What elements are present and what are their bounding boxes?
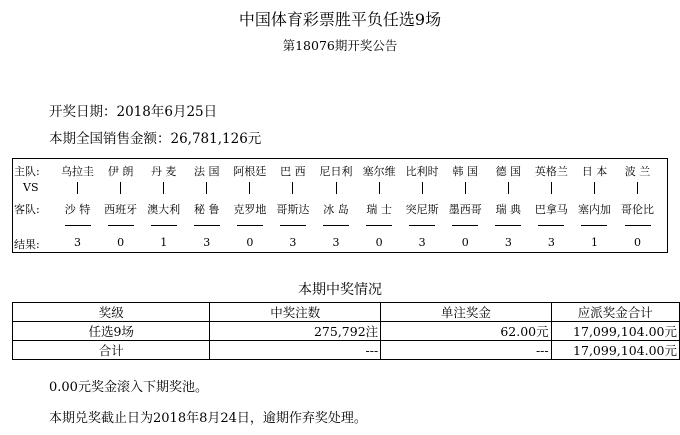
home-team: 日 本 <box>581 165 608 178</box>
sales-amount: 本期全国销售金额：26,781,126元 <box>49 131 262 147</box>
match-result: 0 <box>117 236 125 249</box>
separator-dash <box>142 218 185 236</box>
vs-divider <box>530 181 573 199</box>
away-team: 墨西哥 <box>448 203 482 216</box>
issue-subtitle: 第18076期开奖公告 <box>282 38 398 53</box>
separator-dash <box>573 218 616 236</box>
home-team: 波 兰 <box>624 165 651 178</box>
match-list <box>12 158 668 253</box>
table-row <box>13 341 680 360</box>
match-result: 3 <box>418 236 426 249</box>
away-team: 瑞 士 <box>366 203 392 216</box>
match-result: 1 <box>590 236 598 249</box>
separator-row <box>13 218 667 236</box>
away-label: 客队: <box>14 203 40 216</box>
vs-divider <box>271 181 314 199</box>
away-team: 哥伦比 <box>621 203 655 216</box>
vs-divider <box>573 181 616 199</box>
home-team: 乌拉圭 <box>61 165 95 178</box>
prize-header-row <box>13 303 680 322</box>
home-team: 塞尔维 <box>362 165 396 178</box>
column-header: 应派奖金合计 <box>551 303 679 322</box>
column-header: 单注奖金 <box>381 303 551 322</box>
column-header: 奖级 <box>13 303 210 322</box>
result-row <box>13 236 667 254</box>
vs-divider <box>228 181 271 199</box>
away-team: 塞内加 <box>577 203 611 216</box>
home-team: 英格兰 <box>534 165 568 178</box>
unit-prize: 62.00元 <box>381 322 551 341</box>
away-team: 克罗地 <box>233 203 267 216</box>
home-team: 巴 西 <box>280 165 306 178</box>
away-team-row <box>13 201 667 219</box>
draw-date: 开奖日期：2018年6月25日 <box>49 104 218 120</box>
vs-divider <box>401 181 444 199</box>
vs-divider <box>142 181 185 199</box>
total-prize: 17,099,104.00元 <box>551 322 679 341</box>
vs-label: VS <box>23 181 39 194</box>
separator-dash <box>616 218 659 236</box>
result-label: 结果: <box>14 238 40 251</box>
match-result: 3 <box>289 236 297 249</box>
vs-row <box>13 181 667 199</box>
separator-dash <box>56 218 99 236</box>
away-team: 沙 特 <box>64 203 91 216</box>
vs-divider <box>99 181 142 199</box>
away-team: 秘 鲁 <box>194 203 220 216</box>
home-team: 伊 朗 <box>107 165 134 178</box>
match-result: 3 <box>504 236 512 249</box>
separator-dash <box>185 218 228 236</box>
vs-divider <box>185 181 228 199</box>
vs-divider <box>487 181 530 199</box>
vs-divider <box>56 181 99 199</box>
match-result: 0 <box>634 236 642 249</box>
winning-count: 275,792注 <box>210 322 381 341</box>
unit-prize: --- <box>381 341 551 360</box>
prize-table <box>12 302 680 360</box>
away-team: 西班牙 <box>104 203 138 216</box>
away-team: 突尼斯 <box>405 203 439 216</box>
home-team: 尼日利 <box>319 165 353 178</box>
match-result: 0 <box>461 236 469 249</box>
separator-dash <box>487 218 530 236</box>
winning-count: --- <box>210 341 381 360</box>
away-team: 巴拿马 <box>534 203 568 216</box>
separator-dash <box>99 218 142 236</box>
vs-divider <box>444 181 487 199</box>
separator-dash <box>401 218 444 236</box>
match-result: 0 <box>375 236 383 249</box>
home-team: 德 国 <box>495 165 522 178</box>
away-team: 哥斯达 <box>276 203 310 216</box>
match-result: 0 <box>246 236 254 249</box>
home-team: 法 国 <box>194 165 220 178</box>
column-header: 中奖注数 <box>210 303 381 322</box>
vs-divider <box>616 181 659 199</box>
separator-dash <box>228 218 271 236</box>
prize-heading: 本期中奖情况 <box>298 282 382 298</box>
page-title: 中国体育彩票胜平负任选9场 <box>238 10 442 29</box>
separator-dash <box>444 218 487 236</box>
separator-dash <box>358 218 401 236</box>
home-team: 丹 麦 <box>150 165 177 178</box>
total-prize: 17,099,104.00元 <box>551 341 679 360</box>
separator-dash <box>314 218 357 236</box>
prize-level: 任选9场 <box>13 322 210 341</box>
vs-divider <box>314 181 357 199</box>
prize-level: 合计 <box>13 341 210 360</box>
home-team: 比利时 <box>405 165 439 178</box>
separator-dash <box>271 218 314 236</box>
home-team: 阿根廷 <box>233 165 267 178</box>
deadline-note: 本期兑奖截止日为2018年8月24日，逾期作弃奖处理。 <box>49 411 367 426</box>
match-result: 3 <box>547 236 555 249</box>
home-label: 主队: <box>14 165 40 178</box>
match-result: 1 <box>160 236 168 249</box>
table-row <box>13 322 680 341</box>
rollover-note: 0.00元奖金滚入下期奖池。 <box>49 380 208 395</box>
match-result: 3 <box>74 236 82 249</box>
match-result: 3 <box>203 236 211 249</box>
home-team: 韩 国 <box>452 165 478 178</box>
away-team: 澳大利 <box>147 203 181 216</box>
separator-dash <box>530 218 573 236</box>
match-result: 3 <box>332 236 340 249</box>
vs-divider <box>358 181 401 199</box>
away-team: 冰 岛 <box>323 203 349 216</box>
home-team-row <box>13 163 667 181</box>
away-team: 瑞 典 <box>495 203 522 216</box>
